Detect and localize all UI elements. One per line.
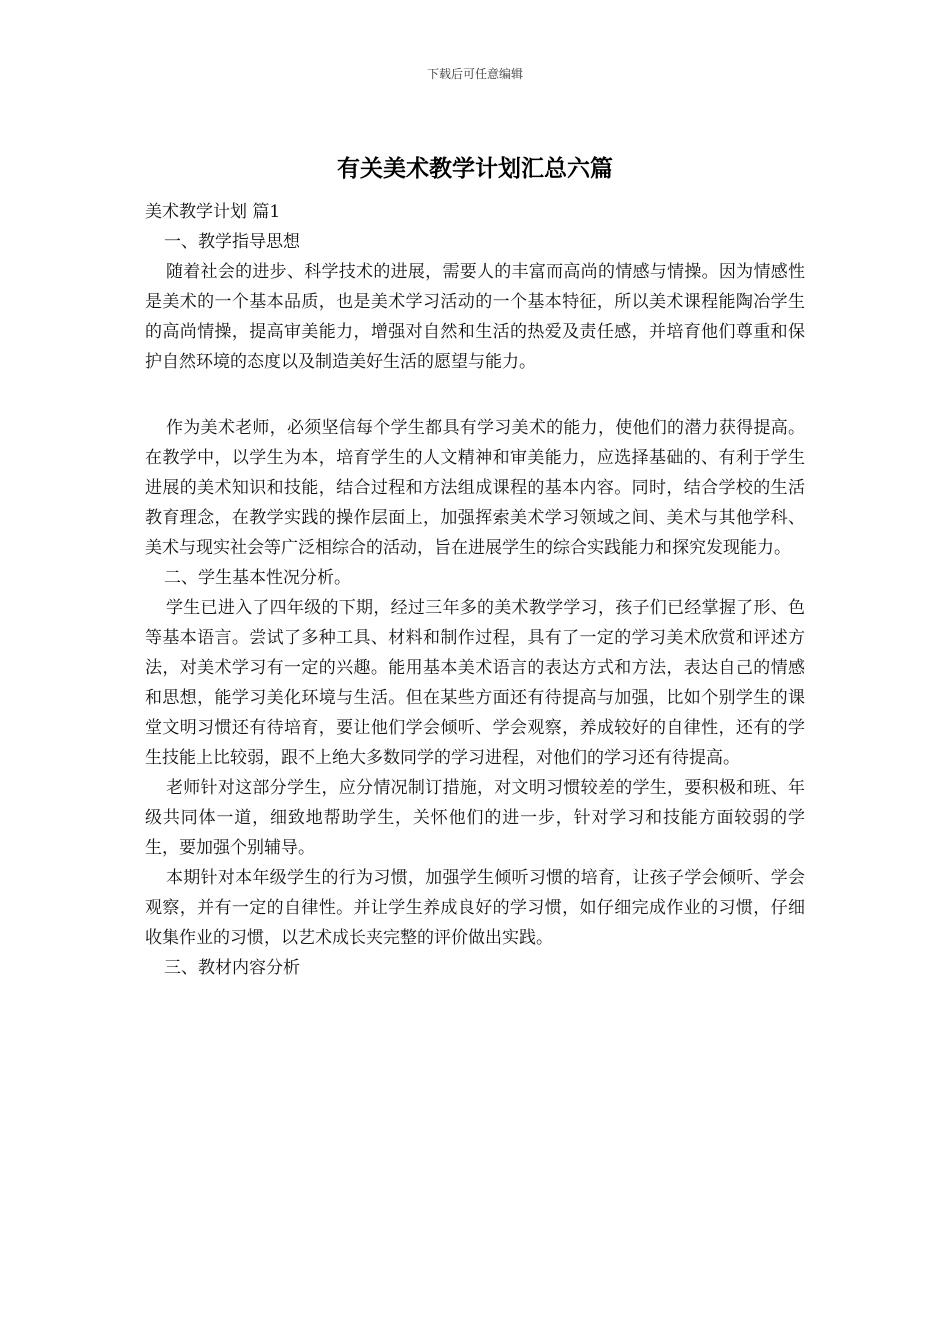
paragraph-guideline-2: 作为美术老师，必须坚信每个学生都具有学习美术的能力，使他们的潜力获得提高。在教学中，以学生为本，培育学生的人文精神和审美能力，应选择基础的、有利于学生进展的美术知识和技能，结合过程和方法组成课程的基本内容。同时，结合学校的生活教育理念，在教学实践的操作层面上，加强挥索美术学习领域之间、美术与其他学科、美术与现实社会等广泛相综合的活动，旨在进展学生的综合实践能力和探究发现能力。 [145,418,805,558]
section-label: 美术教学计划 篇1 [145,202,281,222]
page-header-note: 下载后可任意编辑 [426,67,523,81]
paragraph-student-analysis-1: 学生已进入了四年级的下期，经过三年多的美术教学学习，孩子们已经掌握了形、色等基本语言。尝试了多种工具、材料和制作过程，具有了一定的学习美术欣赏和评述方法，对美术学习有一定的兴趣。能用基本美术语言的表达方式和方法，表达自己的情感和思想，能学习美化环境与生活。但在某些方面还有待提高与加强，比如个别学生的课堂文明习惯还有待培育，要让他们学会倾听、学会观察，养成较好的自律性，还有的学生技能上比较弱，跟不上绝大多数同学的学习进程，对他们的学习还有待提高。 [145,598,805,768]
heading-material-analysis: 三、教材内容分析 [164,958,300,978]
paragraph-guideline-1: 随着社会的进步、科学技术的进展，需要人的丰富而高尚的情感与情操。因为情感性是美术的一个基本品质，也是美术学习活动的一个基本特征，所以美术课程能陶冶学生的高尚情操，提高审美能力，增强对自然和生活的热爱及责任感，并培育他们尊重和保护自然环境的态度以及制造美好生活的愿望与能力。 [145,262,805,372]
paragraph-student-analysis-3: 本期针对本年级学生的行为习惯，加强学生倾听习惯的培育，让孩子学会倾听、学会观察，并有一定的自律性。并让学生养成良好的学习惯，如仔细完成作业的习惯，仔细收集作业的习惯，以艺术成长夹完整的评价做出实践。 [145,868,805,948]
paragraph-student-analysis-2: 老师针对这部分学生，应分情况制订措施，对文明习惯较差的学生，要积极和班、年级共同体一道，细致地帮助学生，关怀他们的进一步，针对学习和技能方面较弱的学生，要加强个别辅导。 [145,778,805,858]
heading-teaching-guideline: 一、教学指导思想 [164,232,300,252]
paragraph-spacer [145,377,805,413]
heading-student-analysis: 二、学生基本性况分析。 [164,568,351,588]
document-body [145,197,805,983]
document-title: 有关美术教学计划汇总六篇 [337,155,613,182]
